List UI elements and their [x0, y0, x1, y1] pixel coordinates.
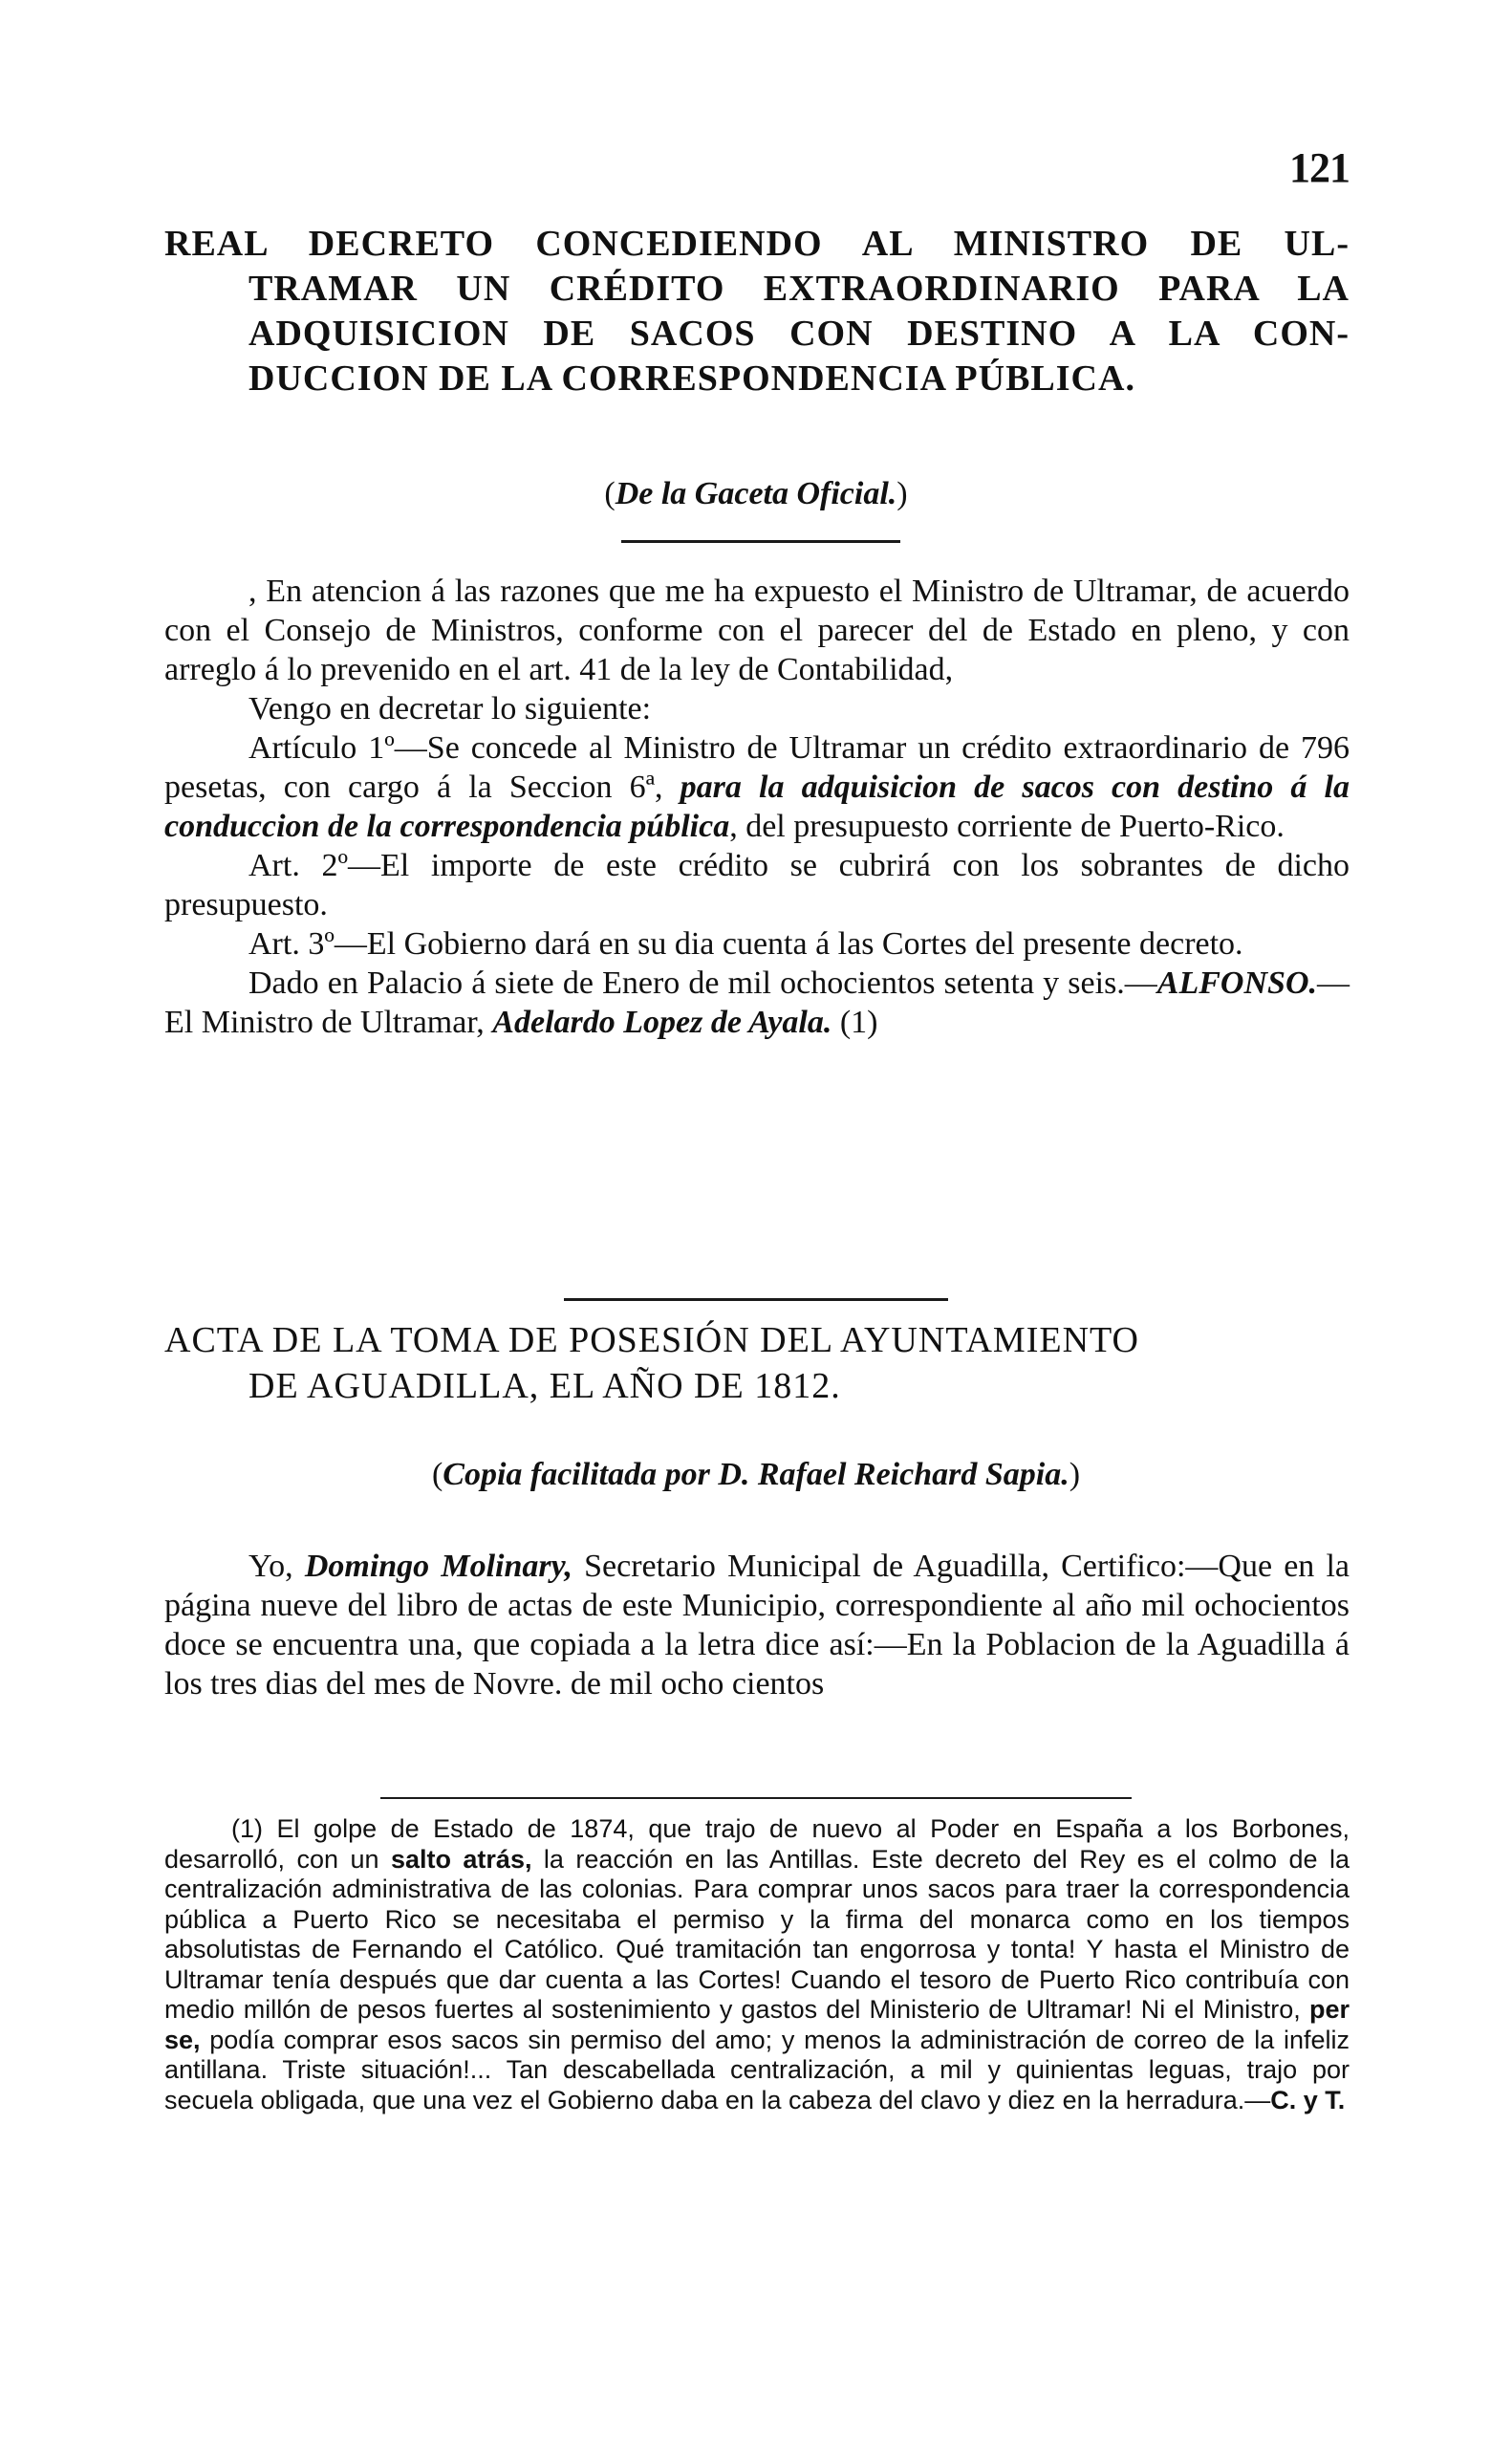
acta-source-open: (: [431, 1457, 443, 1492]
footnote-text-a: (1) El golpe de Estado de 1874, que trajo de nuevo al Poder en España a los Borbones, desarrolló, con un: [164, 1814, 1350, 1874]
decree-title-line-2: TRAMAR UN CRÉDITO EXTRAORDINARIO PARA LA: [248, 269, 1350, 309]
closing-text-c: —El Ministro de Ultramar,: [164, 965, 1350, 1040]
decree-article-1: [164, 728, 1350, 846]
decree-source-close: ): [896, 476, 908, 511]
acta-paragraph-1: [164, 1547, 1350, 1703]
acta-title-line-1: ACTA DE LA TOMA DE POSESIÓN DEL AYUNTAMIENTO: [164, 1320, 1139, 1360]
acta-source-close: ): [1069, 1457, 1081, 1492]
decree-article-3: Art. 3º—El Gobierno dará en su dia cuenta á las Cortes del presente decreto.: [248, 926, 1243, 962]
acta-source: [0, 1457, 1512, 1493]
acta-title-line-2: DE AGUADILLA, EL AÑO DE 1812.: [248, 1366, 841, 1406]
footnote-text-bold-1: salto atrás,: [390, 1844, 532, 1874]
footnote-text-bold-2: per se,: [164, 1995, 1350, 2054]
footnote-paragraph: [164, 1814, 1350, 2115]
decree-title-line-1: REAL DECRETO CONCEDIENDO AL MINISTRO DE UL-: [164, 224, 1350, 264]
divider-rule: [621, 540, 900, 543]
footnote-text-e: podía comprar esos sacos sin permiso del amo; y menos la administración de correo de la infeliz antillana. Triste situación!... Tan descabellada centralización, a mil y quinientas leguas, trajo por secuela obligada, que una vez el Gobierno daba en la cabeza del clavo y diez en la herradura.—: [164, 2025, 1350, 2114]
article-1-text-italic: para la adquisicion de sacos con destino á la conduccion de la correspondencia pública: [164, 770, 1350, 844]
decree-article-2: Art. 2º—El importe de este crédito se cubrirá con los sobrantes de dicho presupuesto.: [164, 848, 1350, 922]
decree-body: [164, 572, 1350, 1042]
closing-text-a: Dado en Palacio á siete de Enero de mil ochocientos setenta y seis.—: [248, 965, 1157, 1001]
page-number: 121: [1289, 144, 1350, 191]
decree-source-text: De la Gaceta Oficial.: [615, 476, 897, 511]
article-1-text-c: , del presupuesto corriente de Puerto-Rico.: [729, 809, 1285, 844]
acta-source-text: Copia facilitada por D. Rafael Reichard Sapia.: [443, 1457, 1069, 1492]
decree-source-open: (: [604, 476, 616, 511]
decree-paragraph-1: , En atencion á las razones que me ha expuesto el Ministro de Ultramar, de acuerdo con el Consejo de Ministros, conforme con el parecer del de Estado en pleno, y con arreglo á lo prevenido en el art. 41 de la ley de Contabilidad,: [164, 574, 1350, 687]
decree-paragraph-2: Vengo en decretar lo siguiente:: [248, 691, 652, 726]
closing-signature-minister: Adelardo Lopez de Ayala.: [492, 1005, 832, 1040]
acta-text-a: Yo,: [248, 1549, 305, 1584]
decree-title: [164, 222, 1350, 401]
decree-title-line-4: DUCCION DE LA CORRESPONDENCIA PÚBLICA.: [248, 358, 1135, 399]
footnote-signature: C. y T.: [1270, 2085, 1346, 2114]
decree-title-line-3: ADQUISICION DE SACOS CON DESTINO A LA CON-: [248, 314, 1350, 354]
acta-body: [164, 1547, 1350, 1703]
acta-text-c: Secretario Municipal de Aguadilla, Certifico:—Que en la página nueve del libro de actas de este Municipio, correspondiente al año mil ochocientos doce se encuentra una, que copiada a la letra dice así:—En la Poblacion de la Aguadilla á los tres dias del mes de Novre. de mil ocho cientos: [164, 1549, 1350, 1702]
acta-title: [164, 1317, 1350, 1409]
article-1-text-a: Artículo 1º—Se concede al Ministro de Ultramar un crédito extraordinario de 796 pesetas, con cargo á la Seccion 6ª,: [164, 730, 1350, 805]
divider-rule: [564, 1298, 948, 1301]
footnote-ref: (1): [832, 1005, 878, 1040]
decree-source: [0, 476, 1512, 512]
footnote: [164, 1814, 1350, 2115]
footnote-rule: [380, 1797, 1132, 1799]
closing-signature-king: ALFONSO.: [1156, 965, 1317, 1001]
decree-closing: [164, 964, 1350, 1042]
acta-secretary-name: Domingo Molinary,: [304, 1549, 572, 1584]
footnote-text-c: la reacción en las Antillas. Este decreto del Rey es el colmo de la centralización administrativa de las colonias. Para comprar unos sacos para traer la correspondencia pública a Puerto Rico se necesitaba el permiso y la firma del monarca como en los tiempos absolutistas de Fernando el Católico. Qué tramitación tan engorrosa y tonta! Y hasta el Ministro de Ultramar tenía después que dar cuenta a las Cortes! Cuando el tesoro de Puerto Rico contribuía con medio millón de pesos fuertes al sostenimiento y gastos del Ministerio de Ultramar! Ni el Ministro,: [164, 1844, 1350, 2024]
